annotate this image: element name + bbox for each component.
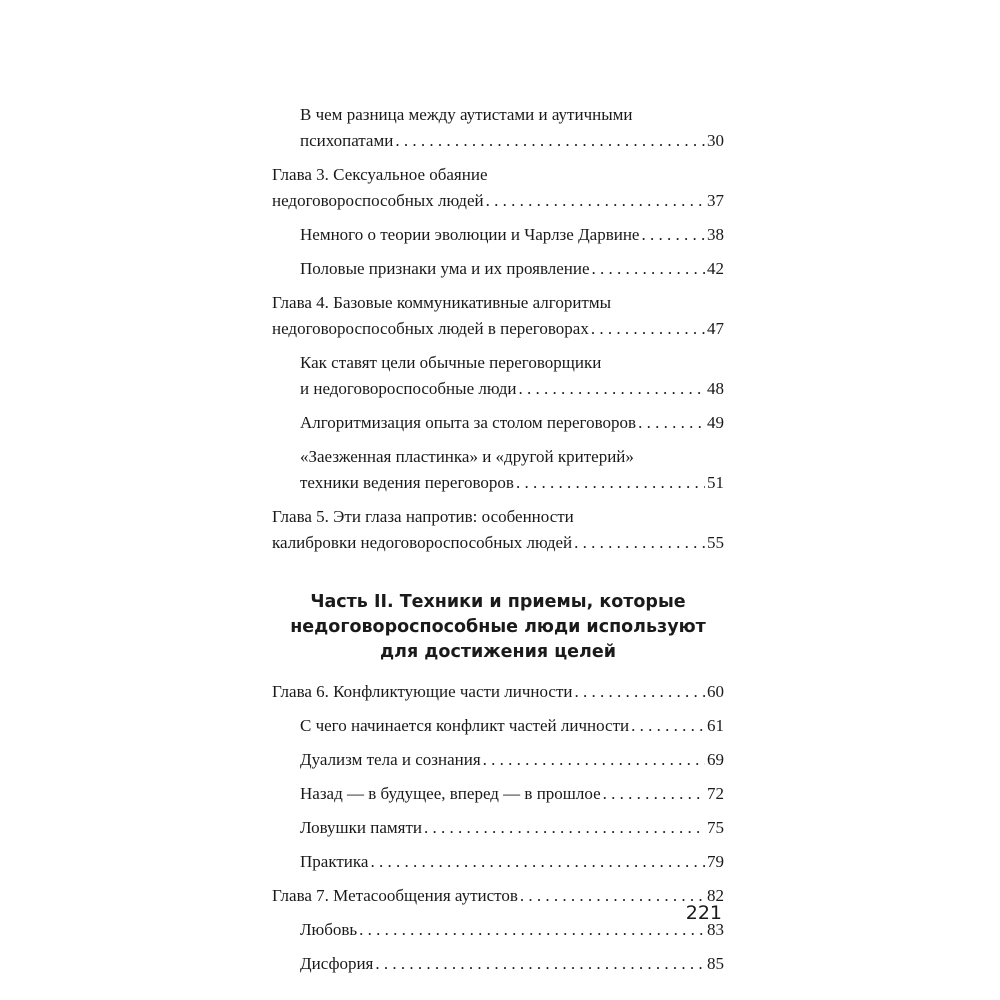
toc-entry-last-line — [300, 256, 724, 282]
toc-entry-title: недоговороспособных людей в переговорах — [272, 319, 589, 338]
toc-subentry — [272, 781, 724, 807]
toc-entry-last-line — [300, 917, 724, 943]
dot-leader — [486, 188, 705, 214]
part-heading: Часть II. Техники и приемы, которые недоговороспособные люди используют для достижения целей — [290, 592, 706, 662]
toc-page-number: 60 — [707, 682, 724, 701]
toc-entry-title: Немного о теории эволюции и Чарлзе Дарвине — [300, 225, 640, 244]
toc-entry-title: С чего начинается конфликт частей личности — [300, 716, 630, 735]
toc-page-number: 79 — [707, 852, 724, 871]
toc-entry-title-line: Глава 5. Эти глаза напротив: особенности — [272, 507, 574, 526]
toc-page-number: 48 — [707, 379, 724, 398]
toc-entry-last-line — [300, 781, 724, 807]
toc-entry-title: Дисфория — [300, 954, 374, 973]
toc-page-number: 69 — [707, 750, 724, 769]
toc-entry-last-line — [272, 679, 724, 705]
toc-chapter-entry — [272, 290, 724, 342]
toc-entry-title: калибровки недоговороспособных людей — [272, 533, 573, 552]
toc-entry-title-line: «Заезженная пластинка» и «другой критерий» — [300, 447, 634, 466]
toc-entry-last-line — [300, 128, 724, 154]
toc-page-number: 51 — [707, 473, 724, 492]
dot-leader — [574, 530, 705, 556]
toc-page-number: 42 — [707, 259, 724, 278]
toc-subentry — [272, 747, 724, 773]
toc-entry-title: техники ведения переговоров — [300, 473, 514, 492]
toc-entry-last-line — [272, 883, 724, 909]
toc-page-number: 83 — [707, 920, 724, 939]
toc-entry-title-line: Глава 3. Сексуальное обаяние — [272, 165, 488, 184]
toc-chapter-entry — [272, 679, 724, 705]
toc-section-part-1 — [272, 102, 724, 556]
toc-chapter-entry — [272, 504, 724, 556]
dot-leader — [375, 951, 705, 977]
toc-page-number: 55 — [707, 533, 724, 552]
toc-section-part-2 — [272, 679, 724, 977]
toc-entry-last-line — [300, 470, 724, 496]
dot-leader — [395, 128, 705, 154]
dot-leader — [592, 256, 705, 282]
dot-leader — [591, 316, 705, 342]
dot-leader — [575, 679, 705, 705]
toc-entry-title-line: В чем разница между аутистами и аутичными — [300, 105, 633, 124]
dot-leader — [518, 376, 705, 402]
dot-leader — [516, 470, 705, 496]
toc-entry-last-line — [300, 815, 724, 841]
toc-entry-title: недоговороспособных людей — [272, 191, 484, 210]
toc-entry-title: Алгоритмизация опыта за столом переговоров — [300, 413, 637, 432]
toc-entry-title: Практика — [300, 852, 369, 871]
toc-entry-last-line — [300, 376, 724, 402]
toc-chapter-entry — [272, 883, 724, 909]
toc-subentry — [272, 815, 724, 841]
toc-page-number: 75 — [707, 818, 724, 837]
toc-subentry — [272, 350, 724, 402]
page-number: 221 — [685, 902, 722, 924]
toc-subentry — [272, 444, 724, 496]
toc-page-number: 61 — [707, 716, 724, 735]
dot-leader — [359, 917, 705, 943]
toc-page-number: 38 — [707, 225, 724, 244]
toc-entry-last-line — [300, 747, 724, 773]
toc-entry-last-line — [272, 316, 724, 342]
toc-entry-last-line — [300, 951, 724, 977]
toc-page-number: 82 — [707, 886, 724, 905]
toc-entry-title-line: Глава 4. Базовые коммуникативные алгоритмы — [272, 293, 612, 312]
toc-entry-last-line — [300, 713, 724, 739]
toc-entry-last-line — [300, 410, 724, 436]
toc-entry-title-line: Как ставят цели обычные переговорщики — [300, 353, 602, 372]
toc-page-number: 72 — [707, 784, 724, 803]
toc-entry-last-line — [300, 222, 724, 248]
toc-entry-last-line — [272, 530, 724, 556]
toc-page-number: 47 — [707, 319, 724, 338]
toc-entry-title: Назад — в будущее, вперед — в прошлое — [300, 784, 601, 803]
toc-subentry — [272, 917, 724, 943]
dot-leader — [520, 883, 705, 909]
toc-entry-title: Ловушки памяти — [300, 818, 422, 837]
toc-entry-title: и недоговороспособные люди — [300, 379, 517, 398]
dot-leader — [424, 815, 705, 841]
toc-entry-title: Дуализм тела и сознания — [300, 750, 481, 769]
toc-entry-title: Любовь — [300, 920, 358, 939]
toc-subentry — [272, 713, 724, 739]
toc-entry-last-line — [300, 849, 724, 875]
dot-leader — [483, 747, 705, 773]
toc-entry-last-line — [272, 188, 724, 214]
toc-entry-title: Половые признаки ума и их проявление — [300, 259, 590, 278]
dot-leader — [638, 410, 705, 436]
toc-entry-title: психопатами — [300, 131, 394, 150]
toc-subentry — [272, 256, 724, 282]
toc-entry-title: Глава 7. Метасообщения аутистов — [272, 886, 518, 905]
toc-subentry — [272, 222, 724, 248]
toc-page-number: 30 — [707, 131, 724, 150]
dot-leader — [631, 713, 705, 739]
toc-subentry — [272, 951, 724, 977]
toc-page-number: 49 — [707, 413, 724, 432]
toc-page-number: 37 — [707, 191, 724, 210]
toc-entry-title: Глава 6. Конфликтующие части личности — [272, 682, 573, 701]
dot-leader — [641, 222, 705, 248]
table-of-contents — [272, 102, 724, 977]
toc-chapter-entry — [272, 162, 724, 214]
toc-subentry — [272, 849, 724, 875]
dot-leader — [603, 781, 705, 807]
toc-page-number: 85 — [707, 954, 724, 973]
dot-leader — [370, 849, 705, 875]
toc-subentry — [272, 102, 724, 154]
toc-subentry — [272, 410, 724, 436]
